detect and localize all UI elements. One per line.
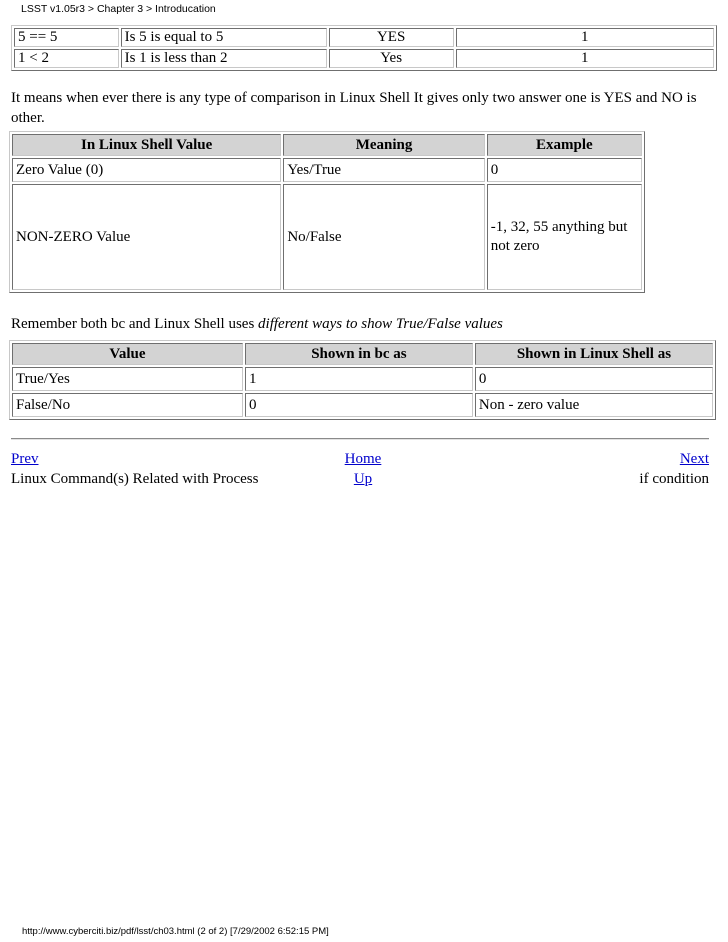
home-link[interactable]: Home (344, 451, 382, 467)
nav-prev-block (11, 449, 258, 489)
table-cell: 0 (487, 158, 642, 182)
table-cell: 1 (245, 367, 473, 391)
table-row (12, 158, 642, 182)
column-header: Meaning (283, 134, 484, 156)
table-cell: True/Yes (12, 367, 243, 391)
note-emphasis: different ways to show True/False values (258, 316, 503, 332)
column-header: Shown in Linux Shell as (475, 343, 713, 365)
table-cell: Yes (329, 49, 454, 68)
table-row (12, 393, 713, 417)
table-row (14, 28, 714, 47)
comparison-table (11, 25, 717, 71)
bc-vs-shell-table (9, 340, 716, 420)
table-row (12, 367, 713, 391)
table-header-row (12, 343, 713, 365)
next-link[interactable]: Next (679, 451, 709, 467)
table-cell: 1 (456, 49, 715, 68)
page-header-breadcrumb: LSST v1.05r3 > Chapter 3 > Introducation (21, 3, 216, 15)
column-header: Value (12, 343, 243, 365)
table-cell: Yes/True (283, 158, 484, 182)
column-header: Example (487, 134, 642, 156)
table-cell: -1, 32, 55 anything but not zero (487, 184, 642, 290)
table-cell: Is 5 is equal to 5 (121, 28, 327, 47)
shell-values-table (9, 131, 645, 293)
table-row (12, 184, 642, 290)
table-cell: YES (329, 28, 454, 47)
table-cell: NON-ZERO Value (12, 184, 281, 290)
prev-title: Linux Command(s) Related with Process (11, 471, 259, 487)
table-cell: 0 (245, 393, 473, 417)
comparison-explanation-paragraph: It means when ever there is any type of comparison in Linux Shell It gives only two answer one is YES and NO is other. (11, 90, 697, 126)
horizontal-divider (11, 438, 709, 440)
page-footer-url: http://www.cyberciti.biz/pdf/lsst/ch03.html (2 of 2) [7/29/2002 6:52:15 PM] (22, 926, 329, 937)
up-link[interactable]: Up (353, 471, 373, 487)
table-cell: Non - zero value (475, 393, 713, 417)
nav-home-block (330, 449, 396, 489)
table-cell: 1 (456, 28, 715, 47)
column-header: In Linux Shell Value (12, 134, 281, 156)
nav-next-block (639, 449, 709, 489)
note-text: Remember both bc and Linux Shell uses (11, 316, 259, 332)
table-cell: Zero Value (0) (12, 158, 281, 182)
true-false-note-paragraph (11, 314, 711, 334)
prev-link[interactable]: Prev (11, 451, 39, 467)
table-row (14, 49, 714, 68)
table-cell: Is 1 is less than 2 (121, 49, 327, 68)
table-cell: False/No (12, 393, 243, 417)
table-cell: 5 == 5 (14, 28, 119, 47)
table-cell: No/False (283, 184, 484, 290)
table-cell: 0 (475, 367, 713, 391)
column-header: Shown in bc as (245, 343, 473, 365)
table-cell: 1 < 2 (14, 49, 119, 68)
next-title: if condition (639, 471, 709, 487)
table-header-row (12, 134, 642, 156)
